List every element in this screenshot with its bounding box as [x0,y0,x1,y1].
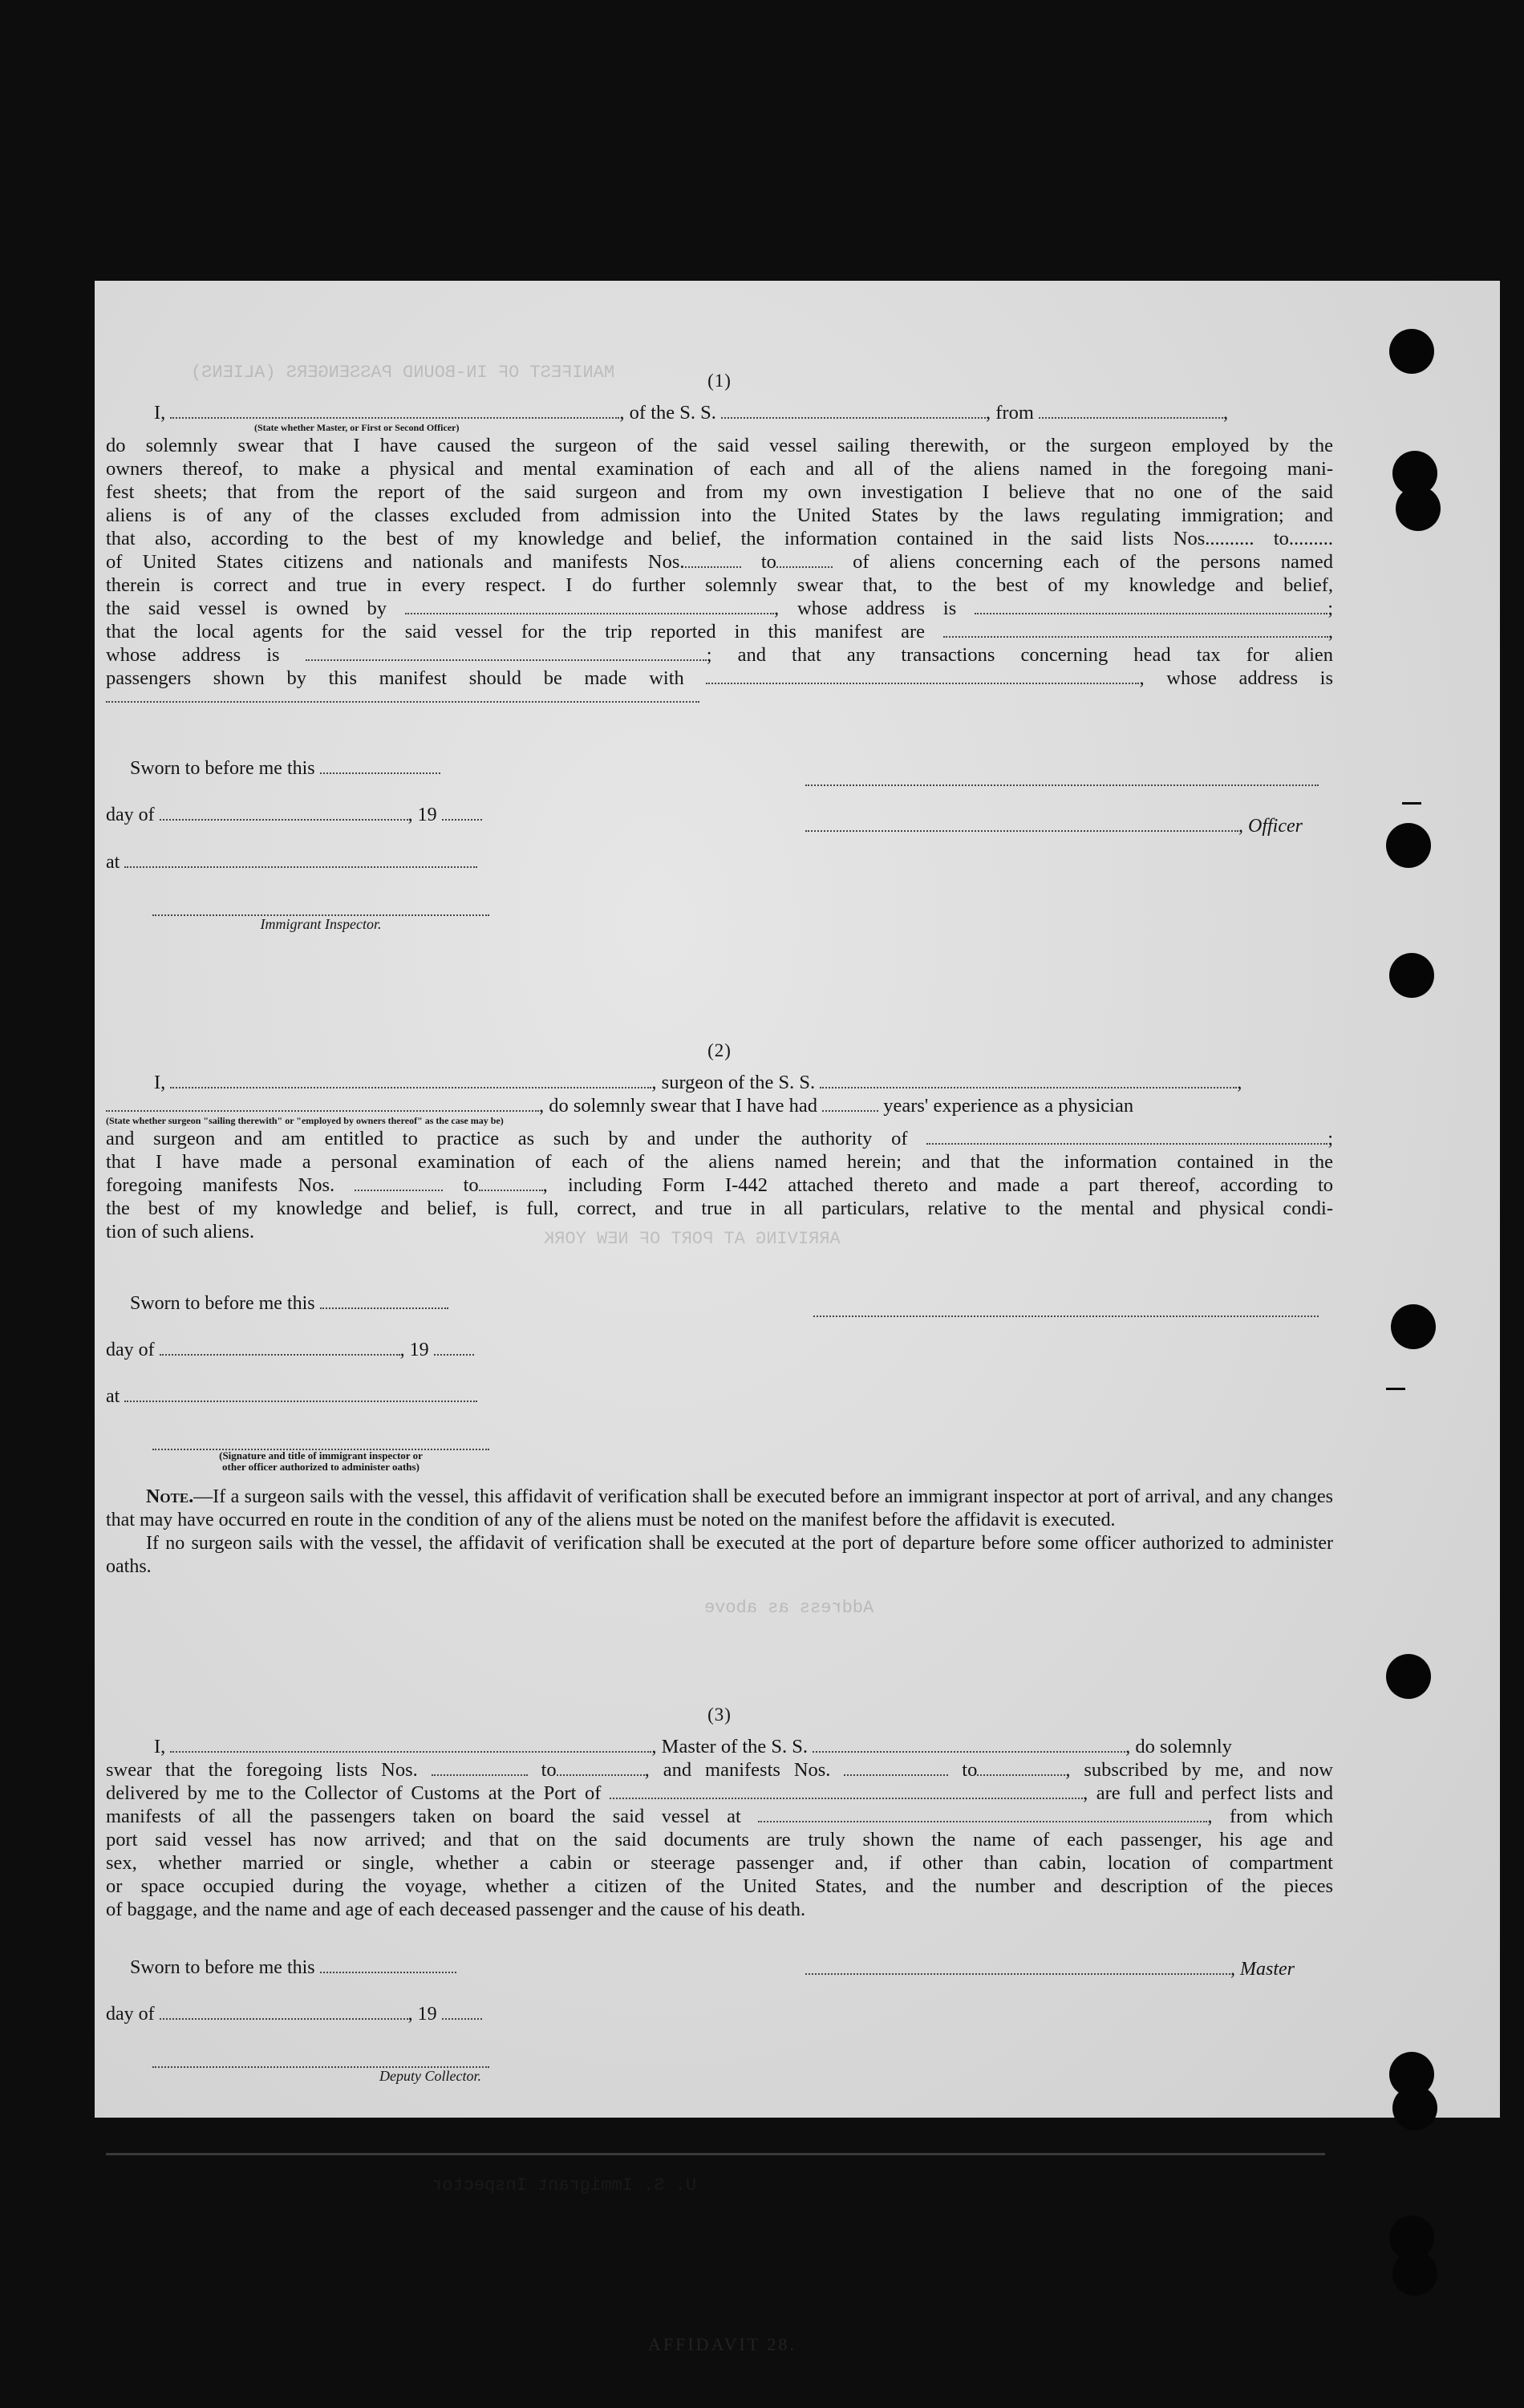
form-line: whose address is ; and that any transactions concerning head tax for alien [106,644,1334,666]
section-number: (2) [707,1040,732,1060]
year-field[interactable] [442,2013,482,2020]
boarding-port-field[interactable] [758,1816,1207,1822]
agents-address-field[interactable] [306,655,707,661]
at-place-field[interactable] [124,1396,477,1402]
margin-tick [1402,802,1421,805]
punch-hole-icon [1389,953,1434,998]
master-signature-field[interactable] [805,1968,1230,1975]
form-line: I, , Master of the S. S. , do solemnly [154,1736,1232,1757]
local-agents-field[interactable] [943,631,1328,638]
list-no-to-field[interactable] [557,1770,645,1776]
sworn-line: Sworn to before me this [130,1293,448,1315]
form-line: the best of my knowledge and belief, is full, correct, and true in all particulars, relative to the mental and physical condi- [106,1198,1333,1219]
bleed-through-text: Address as above [704,1598,874,1618]
instruction-note: Note.—If a surgeon sails with the vessel, this affidavit of verification shall be executed before an immigrant inspector at port of arrival, and any changes that may have occurred en route in the condition of any of the aliens must be noted on the manifest before the affidavit is executed. If no surgeon sails with the vessel, the affidavit of verification shall be executed at the port of departure before some officer authorized to administer oaths. [106,1486,1333,1577]
year-field[interactable] [434,1349,474,1356]
bottom-rule [106,2153,1325,2155]
manifest-no-to-field[interactable] [977,1770,1065,1776]
port-field[interactable] [610,1793,1083,1799]
punch-hole-icon [1386,823,1431,868]
punch-hole-icon [1386,1654,1431,1699]
form-line: I, , of the S. S. , from , [154,402,1229,424]
years-experience-field[interactable] [822,1105,878,1112]
authority-field[interactable] [926,1138,1327,1145]
form-line: of baggage, and the name and age of each deceased passenger and the cause of his death. [106,1899,806,1920]
form-line: foregoing manifests Nos. to , including Form I-442 attached thereto and made a part thereof, according to [106,1174,1334,1196]
collector-signature-line[interactable]: Deputy Collector. [152,2066,489,2085]
manifest-no-to-field[interactable] [776,561,833,568]
form-line: that the local agents for the said vessel for the trip reported in this manifest are , [106,621,1334,643]
at-line: at [106,852,477,874]
inspector-signature-line[interactable]: (Signature and title of immigrant inspector or other officer authorized to administer oaths) [152,1449,489,1473]
affidavit-surgeon-section [106,1040,1333,1243]
punch-hole-icon [1389,329,1434,374]
surgeon-status-field[interactable] [106,1105,539,1112]
manifest-no-to-field[interactable] [479,1185,543,1191]
form-line: aliens is of any of the classes excluded from admission into the United States by the laws regulating immigration; and [106,505,1333,526]
surgeon-name-field[interactable] [170,1082,651,1088]
manifest-no-from-field[interactable] [685,561,741,568]
form-line: sex, whether married or single, whether a cabin or steerage passenger and, if other than cabin, location of compartment [106,1852,1333,1874]
vessel-name-field[interactable] [813,1746,1125,1753]
form-line: manifests of all the passengers taken on board the said vessel at , from which [106,1806,1333,1827]
vessel-name-field[interactable] [721,412,986,419]
owner-address-field[interactable] [975,608,1327,614]
manifest-affidavit-sheet [95,281,1500,2354]
form-line: that I have made a personal examination of each of the aliens named herein; and that the information contained in the [106,1151,1333,1173]
affidavit-collector-section [106,1705,1333,1921]
day-of-line: day of , 19 [106,1340,474,1361]
day-of-field[interactable] [160,814,408,821]
head-tax-party-field[interactable] [706,678,1139,684]
day-of-line: day of , 19 [106,2004,482,2025]
section-number: (3) [707,1705,732,1725]
day-of-line: day of , 19 [106,805,482,826]
form-line: that also, according to the best of my knowledge and belief, the information contained in the said lists Nos.......... to......... [106,528,1333,549]
master-signature-line: , Master [805,1959,1295,1980]
inspector-signature-line[interactable]: Immigrant Inspector. [152,914,489,933]
manifest-no-from-field[interactable] [844,1770,948,1776]
day-of-field[interactable] [160,2013,408,2020]
field-caption: (State whether Master, or First or Second Officer) [254,422,460,433]
sworn-line: Sworn to before me this [130,1957,456,1979]
at-line: at [106,1386,477,1408]
bleed-through-text: U. S. Immigrant Inspector [432,2175,697,2195]
form-line: or space occupied during the voyage, whether a citizen of the United States, and the number and description of the pieces [106,1875,1333,1897]
owner-field[interactable] [405,608,774,614]
continuation-field[interactable] [106,690,699,703]
form-line: delivered by me to the Collector of Customs at the Port of , are full and perfect lists and [106,1782,1333,1804]
sworn-date-field[interactable] [320,1303,448,1309]
punch-hole-icon [1391,1304,1436,1349]
field-caption: (State whether surgeon "sailing therewith" or "employed by owners thereof" as the case may be) [106,1115,504,1126]
bleed-through-text: ARRIVING AT PORT OF NEW YORK [544,1229,841,1249]
form-line: port said vessel has now arrived; and that on the said documents are truly shown the name of each passenger, his age and [106,1829,1333,1851]
master-name-field[interactable] [170,1746,651,1753]
manifest-no-from-field[interactable] [355,1185,443,1191]
day-of-field[interactable] [160,1349,400,1356]
vessel-name-field[interactable] [820,1082,1237,1088]
bleed-through-text: MANIFEST OF IN-BOUND PASSENGERS (ALIENS) [191,363,615,383]
form-line: , do solemnly swear that I have had years' experience as a physician [106,1094,1333,1117]
margin-tick [1386,1388,1405,1390]
at-place-field[interactable] [124,861,477,868]
form-line: fest sheets; that from the report of the said surgeon and from my own investigation I believe that no one of the said [106,481,1333,503]
form-line: owners thereof, to make a physical and mental examination of each and all of the aliens named in the foregoing mani- [106,458,1333,480]
punch-hole-icon [1392,2251,1437,2296]
officer-name-field[interactable] [170,412,619,419]
form-line: passengers shown by this manifest should be made with , whose address is [106,667,1334,689]
punch-hole-icon [1392,2086,1437,2130]
form-line: therein is correct and true in every respect. I do further solemnly swear that, to the best of my knowledge and belief, [106,574,1333,596]
sworn-date-field[interactable] [320,1967,456,1973]
from-port-field[interactable] [1039,412,1223,419]
form-line: do solemnly swear that I have caused the surgeon of the said vessel sailing therewith, or the surgeon employed by the [106,435,1333,456]
officer-signature-field[interactable] [805,825,1238,832]
form-line: tion of such aliens. [106,1221,255,1243]
list-no-from-field[interactable] [432,1770,528,1776]
sworn-date-field[interactable] [320,768,440,774]
form-line: of United States citizens and nationals and manifests Nos. to of aliens concerning each of the persons named [106,551,1334,573]
form-line: and surgeon and am entitled to practice as such by and under the authority of ; [106,1128,1334,1149]
punch-hole-icon [1396,486,1441,531]
form-line: the said vessel is owned by , whose address is ; [106,598,1333,619]
surgeon-signature-line[interactable] [813,1301,1319,1323]
sworn-line: Sworn to before me this [130,758,440,780]
affidavit-master-section [106,371,1333,703]
form-line: I, , surgeon of the S. S. , [154,1072,1242,1093]
section-number: (1) [707,371,732,391]
form-line: swear that the foregoing lists Nos. to , and manifests Nos. to , subscribed by me, and now [106,1759,1333,1781]
year-field[interactable] [442,814,482,821]
officer-signature-top[interactable] [805,770,1319,792]
officer-signature-line: , Officer [805,816,1303,837]
footer-mark: AFFIDAVIT 28. [648,2334,796,2354]
